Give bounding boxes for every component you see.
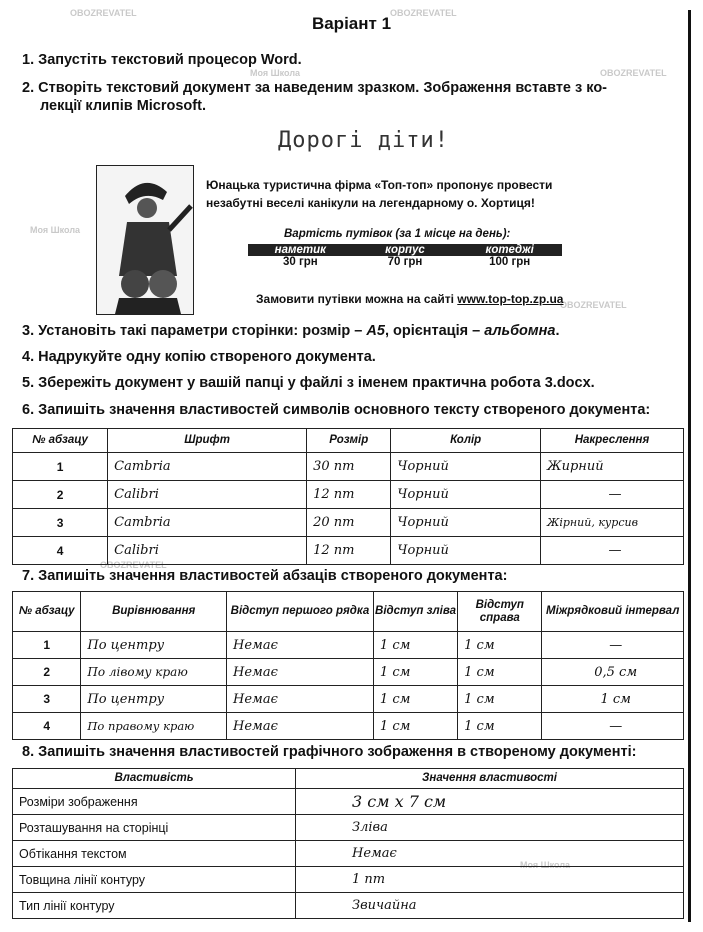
task-4: 4. Надрукуйте одну копію створеного документа. <box>22 349 376 365</box>
table-cell: 3 см x 7 см <box>296 789 684 815</box>
table-cell: 0,5 см <box>542 659 684 686</box>
task-7: 7. Запишіть значення властивостей абзаців створеного документа: <box>22 568 508 584</box>
table-cell: 30 пт <box>307 453 391 481</box>
table-cell: 1 см <box>373 632 457 659</box>
table-cell: — <box>542 713 684 740</box>
table-cell: — <box>542 632 684 659</box>
page-edge-line <box>688 10 691 922</box>
table-header-cell: Вирівнювання <box>81 592 227 632</box>
table-row <box>13 481 684 509</box>
table-header-cell: Відступ зліва <box>373 592 457 632</box>
table-row <box>13 537 684 565</box>
table-row <box>13 789 684 815</box>
table-8 <box>12 768 684 919</box>
table-7 <box>12 591 684 740</box>
table-cell: Зліва <box>296 815 684 841</box>
table-cell: Немає <box>227 659 374 686</box>
table-cell: Calibri <box>108 537 307 565</box>
task-3: 3. Установіть такі параметри сторінки: розмір – А5, орієнтація – альбомна. <box>22 323 560 339</box>
table-cell: Немає <box>227 713 374 740</box>
table-header-cell: № абзацу <box>13 429 108 453</box>
table-row <box>13 453 684 481</box>
table-header-cell: Значення властивості <box>296 769 684 789</box>
table-cell: По центру <box>81 686 227 713</box>
table-cell: Чорний <box>391 481 541 509</box>
price-header: корпус <box>385 244 425 256</box>
table-cell: Товщина лінії контуру <box>13 867 296 893</box>
table-header-cell: Властивість <box>13 769 296 789</box>
task-8: 8. Запишіть значення властивостей графічного зображення в створеному документі: <box>22 744 637 760</box>
table-row <box>13 841 684 867</box>
table-cell: 1 <box>13 453 108 481</box>
table-cell: 1 см <box>458 632 542 659</box>
watermark: OBOZREVATEL <box>600 68 667 78</box>
table-cell: По центру <box>81 632 227 659</box>
table-cell: Немає <box>227 686 374 713</box>
table-header-row <box>13 592 684 632</box>
table-cell: 1 см <box>373 686 457 713</box>
price-header: наметик <box>274 244 326 256</box>
table-cell: 1 пт <box>296 867 684 893</box>
table-cell: 1 см <box>458 659 542 686</box>
table-row <box>13 867 684 893</box>
table-header-cell: Відступ першого рядка <box>227 592 374 632</box>
price-row <box>248 256 562 268</box>
table-cell: Немає <box>296 841 684 867</box>
table-cell: 1 см <box>458 713 542 740</box>
table-cell: — <box>541 481 684 509</box>
table-cell: Розміри зображення <box>13 789 296 815</box>
price-value: 70 грн <box>387 256 423 268</box>
flyer-heading: Дорогі діти! <box>278 128 449 153</box>
price-caption: Вартість путівок (за 1 місце на день): <box>284 228 511 240</box>
table-cell: 2 <box>13 481 108 509</box>
table-header-cell: Відступ справа <box>458 592 542 632</box>
price-table <box>248 244 562 268</box>
table-header-row <box>13 429 684 453</box>
table-row <box>13 686 684 713</box>
table-cell: Жірний, курсив <box>541 509 684 537</box>
table-row <box>13 893 684 919</box>
table-row <box>13 713 684 740</box>
order-line: Замовити путівки можна на сайті www.top-top.zp.ua <box>256 292 564 306</box>
table-cell: 3 <box>13 686 81 713</box>
table-cell: 2 <box>13 659 81 686</box>
table-header-cell: Розмір <box>307 429 391 453</box>
table-cell: Розташування на сторінці <box>13 815 296 841</box>
price-value: 100 грн <box>489 256 531 268</box>
table-cell: Немає <box>227 632 374 659</box>
clipart-image <box>96 165 194 315</box>
table-cell: Cambria <box>108 509 307 537</box>
task-2-line-2: лекції клипів Microsoft. <box>40 98 206 114</box>
table-header-cell: Колір <box>391 429 541 453</box>
task-2-line-1: 2. Створіть текстовий документ за наведеним зразком. Зображення вставте з ко- <box>22 80 608 96</box>
table-cell: Чорний <box>391 537 541 565</box>
table-cell: 20 пт <box>307 509 391 537</box>
task-5: 5. Збережіть документ у вашій папці у файлі з іменем практична робота 3.docx. <box>22 375 595 391</box>
table-cell: 3 <box>13 509 108 537</box>
page-title: Варіант 1 <box>311 14 392 33</box>
table-cell: Звичайна <box>296 893 684 919</box>
table-row <box>13 815 684 841</box>
table-header-cell: Міжрядковий інтервал <box>542 592 684 632</box>
watermark: OBOZREVATEL <box>70 8 137 18</box>
watermark: Моя Школа <box>520 860 571 870</box>
table-cell: 1 <box>13 632 81 659</box>
task-6: 6. Запишіть значення властивостей символів основного тексту створеного документа: <box>22 402 651 418</box>
watermark: OBOZREVATEL <box>100 560 167 570</box>
table-cell: 4 <box>13 713 81 740</box>
site-link[interactable]: www.top-top.zp.ua <box>457 292 564 306</box>
watermark: Моя Школа <box>30 225 81 235</box>
table-header-cell: № абзацу <box>13 592 81 632</box>
flyer-text-line-2: незабутні веселі канікули на легендарному о. Хортиця! <box>206 196 535 210</box>
task-1: 1. Запустіть текстовий процесор Word. <box>22 52 302 68</box>
table-cell: 1 см <box>542 686 684 713</box>
flyer-text-line-1: Юнацька туристична фірма «Топ-топ» пропонує провести <box>206 178 553 192</box>
table-cell: Тип лінії контуру <box>13 893 296 919</box>
price-header: котеджі <box>485 244 534 256</box>
table-cell: Calibri <box>108 481 307 509</box>
table-cell: Cambria <box>108 453 307 481</box>
price-value: 30 грн <box>282 256 318 268</box>
table-row <box>13 509 684 537</box>
table-cell: — <box>541 537 684 565</box>
table-cell: Чорний <box>391 509 541 537</box>
table-header-cell: Накреслення <box>541 429 684 453</box>
table-cell: Обтікання текстом <box>13 841 296 867</box>
table-cell: Чорний <box>391 453 541 481</box>
table-cell: По лівому краю <box>81 659 227 686</box>
watermark: OBOZREVATEL <box>560 300 627 310</box>
table-6 <box>12 428 684 565</box>
table-cell: 12 пт <box>307 481 391 509</box>
table-cell: Жирний <box>541 453 684 481</box>
table-cell: 4 <box>13 537 108 565</box>
table-cell: 12 пт <box>307 537 391 565</box>
table-header-cell: Шрифт <box>108 429 307 453</box>
table-header-row <box>13 769 684 789</box>
watermark: OBOZREVATEL <box>390 8 457 18</box>
price-header-row <box>248 244 562 256</box>
table-cell: 1 см <box>373 659 457 686</box>
table-row <box>13 632 684 659</box>
watermark: Моя Школа <box>250 68 301 78</box>
table-row <box>13 659 684 686</box>
table-cell: 1 см <box>373 713 457 740</box>
table-cell: 1 см <box>458 686 542 713</box>
table-cell: По правому краю <box>81 713 227 740</box>
